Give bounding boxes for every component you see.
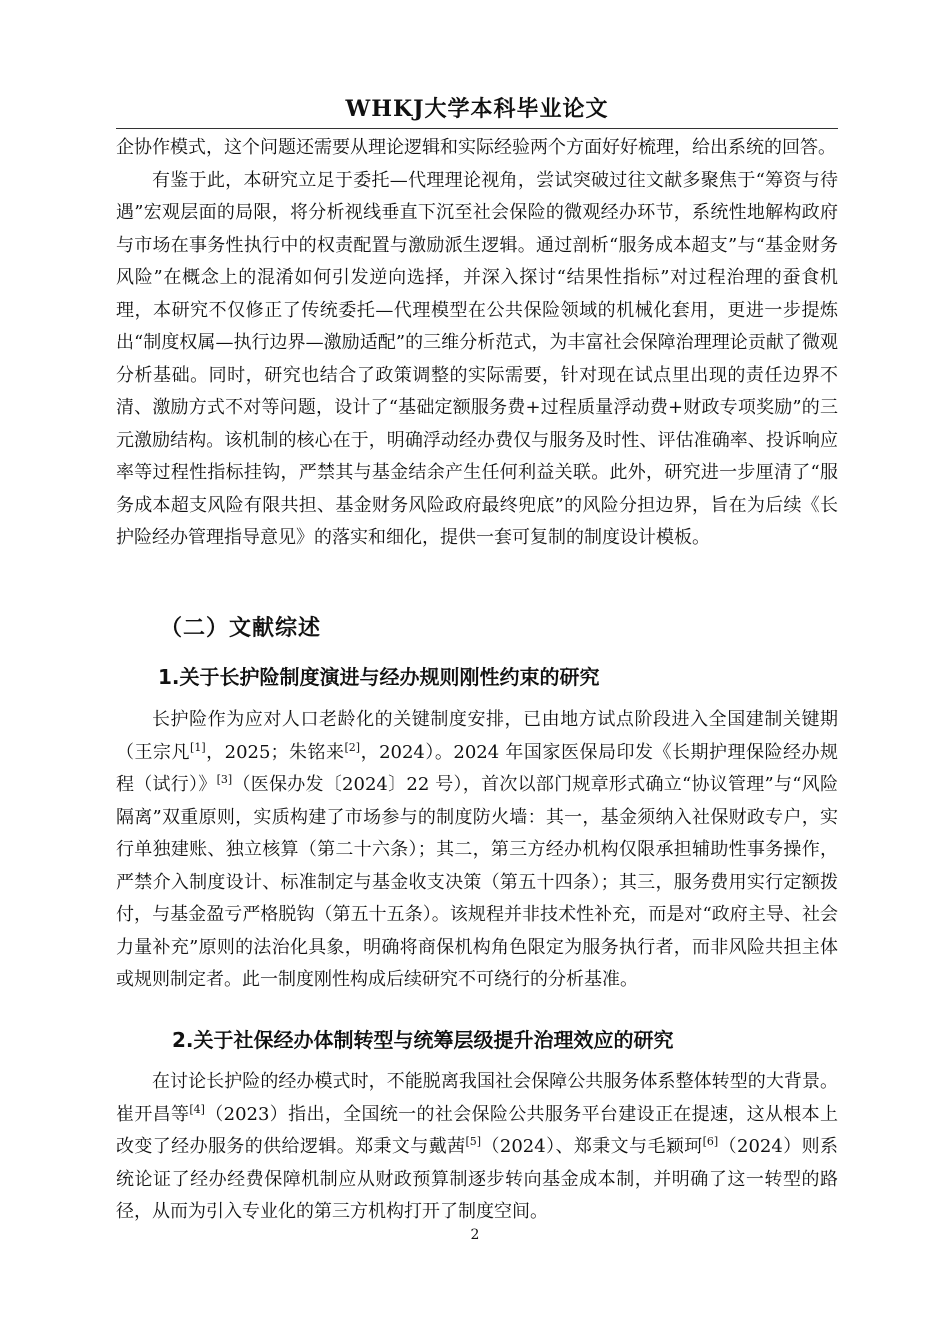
citation-ref: [1]	[190, 740, 206, 754]
header-rule	[116, 128, 838, 129]
text-segment: 在讨论长护险的经办模式时，不能脱离我国社会保障公共服务体系整体转型的大背景。崔开昌等	[116, 1071, 838, 1125]
subsection-heading-2: 2.关于社保经办体制转型与统筹层级提升治理效应的研究	[172, 1028, 674, 1052]
text-segment: 长护险作为应对人口老龄化的关键制度安排，已由地方试点阶段进入全国建制关键期（王宗凡	[116, 709, 838, 763]
text-segment: ，2024）。2024 年国家医保局印发《长期护理保险经办规程（试行）》	[116, 741, 839, 795]
text-segment: （2024）则系统论证了经办经费保障机制应从财政预算制逐步转向基金成本制，并明确了这一转型的路径，从而为引入专业化的第三方机构打开了制度空间。	[116, 1136, 839, 1222]
section-heading: （二）文献综述	[160, 616, 322, 641]
text-segment: （2023）指出，全国统一的社会保险公共服务平台建设正在提速，这从根本上改变了经办服务的供给逻辑。郑秉文与戴茜	[116, 1103, 839, 1157]
subsection-1-paragraph	[116, 704, 838, 997]
continued-paragraph: 企协作模式，这个问题还需要从理论逻辑和实际经验两个方面好好梳理，给出系统的回答。	[116, 137, 836, 158]
text-segment: （医保办发〔2024〕22 号），首次以部门规章形式确立“协议管理”与“风险隔离”双重原则，实质构建了市场参与的制度防火墙：其一，基金须纳入社保财政专户，实行单独建账、独立核算（第二十六条）；其二，第三方经办机构仅限承担辅助性事务操作，严禁介入制度设计、标准制定与基金收支决策（第五十四条）；其三，服务费用实行定额拨付，与基金盈亏严格脱钩（第五十五条）。该规程并非技术性补充，而是对“政府主导、社会力量补充”原则的法治化具象，明确将商保机构角色限定为服务执行者，而非风险共担主体或规则制定者。此一制度刚性构成后续研究不可绕行的分析基准。	[116, 774, 838, 990]
citation-ref: [5]	[465, 1135, 482, 1148]
intro-text-block	[116, 132, 838, 555]
research-contribution-paragraph: 有鉴于此，本研究立足于委托—代理理论视角，尝试突破过往文献多聚焦于“筹资与待遇”宏观层面的局限，将分析视线垂直下沉至社会保险的微观经办环节，系统性地解构政府与市场在事务性执行中的权责配置与激励派生逻辑。通过剖析“服务成本超支”与“基金财务风险”在概念上的混淆如何引发逆向选择，并深入探讨“结果性指标”对过程治理的蚕食机理，本研究不仅修正了传统委托—代理模型在公共保险领域的机械化套用，更进一步提炼出“制度权属—执行边界—激励适配”的三维分析范式，为丰富社会保障治理理论贡献了微观分析基础。同时，研究也结合了政策调整的实际需要，针对现在试点里出现的责任边界不清、激励方式不对等问题，设计了“基础定额服务费+过程质量浮动费+财政专项奖励”的三元激励结构。该机制的核心在于，明确浮动经办费仅与服务及时性、评估准确率、投诉响应率等过程性指标挂钩，严禁其与基金结余产生任何利益关联。此外，研究进一步厘清了“服务成本超支风险有限共担、基金财务风险政府最终兜底”的风险分担边界，旨在为后续《长护险经办管理指导意见》的落实和细化，提供一套可复制的制度设计模板。	[116, 169, 838, 548]
text-segment: （2024）、郑秉文与毛颖珂	[481, 1136, 703, 1157]
citation-ref: [2]	[344, 740, 361, 754]
text-segment: ，2025；朱铭来	[205, 741, 345, 763]
subsection-2-paragraph	[116, 1066, 838, 1229]
running-header: WHKJ大学本科毕业论文	[345, 96, 609, 122]
citation-ref: [6]	[702, 1135, 719, 1148]
citation-ref: [3]	[216, 773, 233, 786]
citation-ref: [4]	[189, 1102, 205, 1116]
page-number: 2	[470, 1227, 480, 1243]
subsection-2-text	[116, 1066, 838, 1229]
subsection-heading-1: 1.关于长护险制度演进与经办规则刚性约束的研究	[158, 665, 600, 689]
subsection-1-text	[116, 704, 838, 997]
